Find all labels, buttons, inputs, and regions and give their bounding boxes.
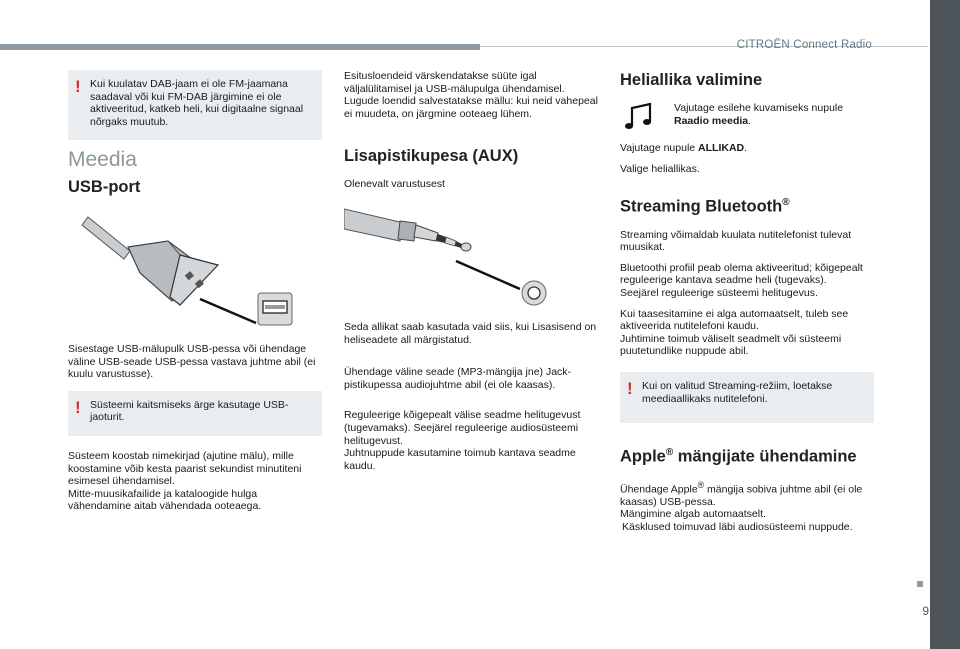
bluetooth-volume-info: Seejärel reguleerige süsteemi helitugevus. bbox=[620, 287, 818, 300]
bluetooth-intro: Streaming võimaldab kuulata nutitelefonist tulevat muusikat. bbox=[620, 228, 852, 254]
usb-playlist-info: Süsteem koostab nimekirjad (ajutine mälu), mille koostamine võib kesta paarist sekundist minutiteni esimesel ühendamisel. bbox=[68, 449, 302, 488]
apple-heading bbox=[620, 443, 874, 467]
source-step-1-end: . bbox=[748, 114, 752, 127]
header-bar bbox=[0, 44, 480, 50]
apple-heading-text: Apple bbox=[620, 447, 666, 466]
apple-control-info: Käsklused toimuvad läbi audiosüsteemi nuppude. bbox=[622, 521, 853, 533]
warning-text: Kui on valitud Streaming-režiim, loetakse meediaallikaks nutitelefoni. bbox=[642, 380, 833, 405]
registered-mark: ® bbox=[782, 197, 790, 209]
source-step-1 bbox=[620, 102, 874, 132]
page-sidebar bbox=[930, 0, 960, 649]
warning-note-streaming bbox=[620, 372, 874, 423]
bluetooth-heading-text: Streaming Bluetooth bbox=[620, 197, 783, 216]
section-title: Meedia bbox=[68, 148, 137, 172]
registered-mark: ® bbox=[697, 479, 705, 490]
radio-media-label: Raadio meedia bbox=[674, 114, 749, 127]
registered-mark: ® bbox=[665, 447, 674, 459]
sources-label: ALLIKAD bbox=[698, 142, 745, 154]
source-heading: Heliallika valimine bbox=[620, 71, 763, 89]
column-2 bbox=[344, 70, 602, 480]
aux-control-info: Juhtnuppude kasutamine toimub kantava seadme kaudu. bbox=[344, 447, 576, 472]
bluetooth-playback-info: Kui taasesitamine ei alga automaatselt, tuleb see aktiveerida nutitelefoni kaudu. bbox=[620, 307, 849, 333]
jack-plug-illustration bbox=[344, 201, 602, 309]
exclamation-icon: ! bbox=[75, 397, 81, 417]
warning-note-usb bbox=[68, 391, 322, 436]
usb-instructions: Sisestage USB-mälupulk USB-pessa või ühendage väline USB-seade USB-pessa vastava juhtme abil (ei kuulu varustusse). bbox=[68, 342, 316, 381]
page-number: 9 bbox=[922, 604, 929, 618]
aux-connect-info: Ühendage väline seade (MP3-mängija jne) Jack-pistikupessa audiojuhtme abil (ei ole kaasas). bbox=[344, 366, 572, 391]
source-step-2-text: Vajutage nupule bbox=[620, 142, 696, 154]
warning-note-dab bbox=[68, 70, 322, 140]
bluetooth-control-info: Juhtimine toimub väliselt seadmelt või süsteemi puutetundlike nuppude abil. bbox=[620, 332, 842, 358]
source-step-2-end: . bbox=[744, 142, 748, 154]
aux-source-info: Seda allikat saab kasutada vaid siis, kui Lisasisend on heliseadete all märgistatud. bbox=[344, 320, 597, 346]
warning-text: Kui kuulatav DAB-jaam ei ole FM-jaamana saadaval või kui FM-DAB järgimine ei ole aktiveeritud, katkeb heli, kui digitaalne signaal nõrgaks muutub. bbox=[90, 78, 304, 128]
brand-title: CITROËN Connect Radio bbox=[736, 39, 872, 51]
apple-autoplay-info: Mängimine algab automaatselt. bbox=[620, 508, 766, 521]
aux-equipment-note: Olenevalt varustusest bbox=[344, 178, 445, 191]
usb-plug-icon bbox=[68, 209, 322, 329]
exclamation-icon: ! bbox=[75, 77, 81, 96]
bluetooth-profile-info: Bluetoothi profiil peab olema aktiveeritud; kõigepealt reguleerige kantava seadme heli (tugevaks). bbox=[620, 261, 863, 287]
jack-plug-icon bbox=[344, 201, 602, 309]
column-3 bbox=[620, 70, 874, 542]
column-1 bbox=[68, 70, 322, 521]
usb-plug-illustration bbox=[68, 209, 322, 329]
continue-marker-icon bbox=[917, 581, 923, 587]
source-step-1-text: Vajutage esilehe kuvamiseks nupule bbox=[674, 102, 844, 114]
usb-tip: Mitte-muusikafailide ja kataloogide hulga vähendamine aitab vähendada ooteaega. bbox=[68, 487, 262, 513]
apple-heading-text-end: mängijate ühendamine bbox=[673, 447, 857, 466]
playlist-info: Esitusloendeid värskendatakse süüte igal väljalülitamisel ja USB-mälupulga ühendamisel. Lugude loendid salvestatakse mällu: kui neid vahepeal ei muudeta, on järgmine ooteaeg lühem. bbox=[344, 70, 598, 120]
music-note-icon bbox=[620, 102, 660, 132]
aux-heading: Lisapistikupesa (AUX) bbox=[344, 147, 519, 166]
aux-volume-info: Reguleerige kõigepealt välise seadme helitugevust (tugevamaks). Seejärel reguleerige audiosüsteemi helitugevust. bbox=[344, 409, 581, 447]
source-step-3: Valige heliallikas. bbox=[620, 162, 700, 175]
exclamation-icon: ! bbox=[627, 379, 633, 399]
usb-heading: USB-port bbox=[68, 177, 141, 196]
warning-text: Süsteemi kaitsmiseks ärge kasutage USB-jaoturit. bbox=[90, 398, 289, 424]
apple-connect-info: Ühendage Apple® mängija sobiva juhtme abil (ei ole kaasas) USB-pessa. bbox=[620, 479, 863, 508]
bluetooth-heading bbox=[620, 193, 874, 217]
